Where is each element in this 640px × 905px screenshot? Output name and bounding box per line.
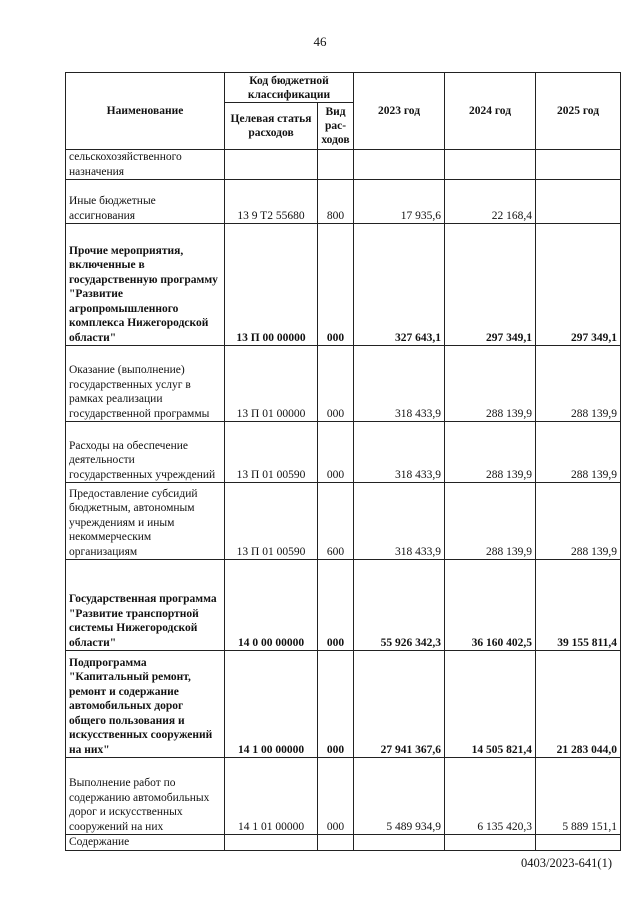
row-name: сельскохозяйственного назначения xyxy=(66,150,225,180)
header-2024: 2024 год xyxy=(445,73,536,150)
row-amount-2025 xyxy=(536,150,621,180)
row-target-code: 13 П 00 00000 xyxy=(225,224,318,346)
row-target-code xyxy=(225,835,318,851)
row-amount-2024: 36 160 402,5 xyxy=(445,560,536,651)
row-amount-2023: 55 926 342,3 xyxy=(354,560,445,651)
page-number: 46 xyxy=(313,34,327,49)
row-amount-2023: 5 489 934,9 xyxy=(354,758,445,835)
row-target-code: 13 9 T2 55680 xyxy=(225,180,318,224)
table-row xyxy=(66,422,621,483)
row-amount-2023: 318 433,9 xyxy=(354,422,445,483)
row-amount-2024: 288 139,9 xyxy=(445,483,536,560)
row-amount-2024 xyxy=(445,835,536,851)
row-amount-2023 xyxy=(354,150,445,180)
row-name: Подпрограмма "Капитальный ремонт, ремонт и содержание автомобильных дорог общего пользования и искусственных сооружений на них" xyxy=(66,651,225,758)
header-2023: 2023 год xyxy=(354,73,445,150)
row-target-code: 13 П 01 00590 xyxy=(225,422,318,483)
row-amount-2024: 288 139,9 xyxy=(445,422,536,483)
header-target-article: Целевая статья расходов xyxy=(225,103,318,150)
row-amount-2025: 39 155 811,4 xyxy=(536,560,621,651)
row-amount-2025: 21 283 044,0 xyxy=(536,651,621,758)
table-header xyxy=(66,73,621,150)
row-amount-2025 xyxy=(536,180,621,224)
row-amount-2023: 318 433,9 xyxy=(354,346,445,422)
row-name: Содержание xyxy=(66,835,225,851)
row-expense-type xyxy=(318,835,354,851)
row-target-code: 13 П 01 00000 xyxy=(225,346,318,422)
row-name: Оказание (выполнение) государственных услуг в рамках реализации государственной программы xyxy=(66,346,225,422)
row-name: Предоставление субсидий бюджетным, автономным учреждениям и иным некоммерческим организациям xyxy=(66,483,225,560)
row-name: Прочие мероприятия, включенные в государственную программу "Развитие агропромышленного комплекса Нижегородской области" xyxy=(66,224,225,346)
table-row xyxy=(66,835,621,851)
row-target-code: 14 0 00 00000 xyxy=(225,560,318,651)
row-amount-2023: 327 643,1 xyxy=(354,224,445,346)
row-expense-type: 000 xyxy=(318,560,354,651)
row-name: Выполнение работ по содержанию автомобильных дорог и искусственных сооружений на них xyxy=(66,758,225,835)
row-amount-2025 xyxy=(536,835,621,851)
row-target-code xyxy=(225,150,318,180)
row-amount-2025: 5 889 151,1 xyxy=(536,758,621,835)
row-target-code: 14 1 00 00000 xyxy=(225,651,318,758)
row-expense-type: 800 xyxy=(318,180,354,224)
row-expense-type: 000 xyxy=(318,422,354,483)
row-amount-2023: 318 433,9 xyxy=(354,483,445,560)
header-2025: 2025 год xyxy=(536,73,621,150)
header-kbk-group: Код бюджетной классификации xyxy=(225,73,354,103)
row-amount-2023: 27 941 367,6 xyxy=(354,651,445,758)
document-code: 0403/2023-641(1) xyxy=(521,856,612,870)
row-name: Государственная программа "Развитие транспортной системы Нижегородской области" xyxy=(66,560,225,651)
row-target-code: 13 П 01 00590 xyxy=(225,483,318,560)
row-amount-2024: 297 349,1 xyxy=(445,224,536,346)
row-expense-type: 000 xyxy=(318,224,354,346)
row-amount-2024: 288 139,9 xyxy=(445,346,536,422)
row-expense-type: 000 xyxy=(318,651,354,758)
table-row xyxy=(66,651,621,758)
table-row xyxy=(66,224,621,346)
header-expense-type: Вид рас-ходов xyxy=(318,103,354,150)
table-row xyxy=(66,758,621,835)
row-amount-2024: 22 168,4 xyxy=(445,180,536,224)
row-amount-2024: 6 135 420,3 xyxy=(445,758,536,835)
table-row xyxy=(66,483,621,560)
row-name: Расходы на обеспечение деятельности государственных учреждений xyxy=(66,422,225,483)
row-amount-2024: 14 505 821,4 xyxy=(445,651,536,758)
row-amount-2025: 288 139,9 xyxy=(536,483,621,560)
table-row xyxy=(66,560,621,651)
row-expense-type: 000 xyxy=(318,346,354,422)
row-amount-2023: 17 935,6 xyxy=(354,180,445,224)
table-body xyxy=(66,150,621,851)
budget-table xyxy=(65,72,621,851)
row-amount-2025: 297 349,1 xyxy=(536,224,621,346)
table-row xyxy=(66,180,621,224)
row-expense-type: 000 xyxy=(318,758,354,835)
header-name: Наименование xyxy=(66,73,225,150)
table-row xyxy=(66,346,621,422)
row-amount-2023 xyxy=(354,835,445,851)
row-target-code: 14 1 01 00000 xyxy=(225,758,318,835)
row-amount-2025: 288 139,9 xyxy=(536,346,621,422)
table-row xyxy=(66,150,621,180)
row-expense-type: 600 xyxy=(318,483,354,560)
row-name: Иные бюджетные ассигнования xyxy=(66,180,225,224)
row-amount-2024 xyxy=(445,150,536,180)
row-amount-2025: 288 139,9 xyxy=(536,422,621,483)
row-expense-type xyxy=(318,150,354,180)
